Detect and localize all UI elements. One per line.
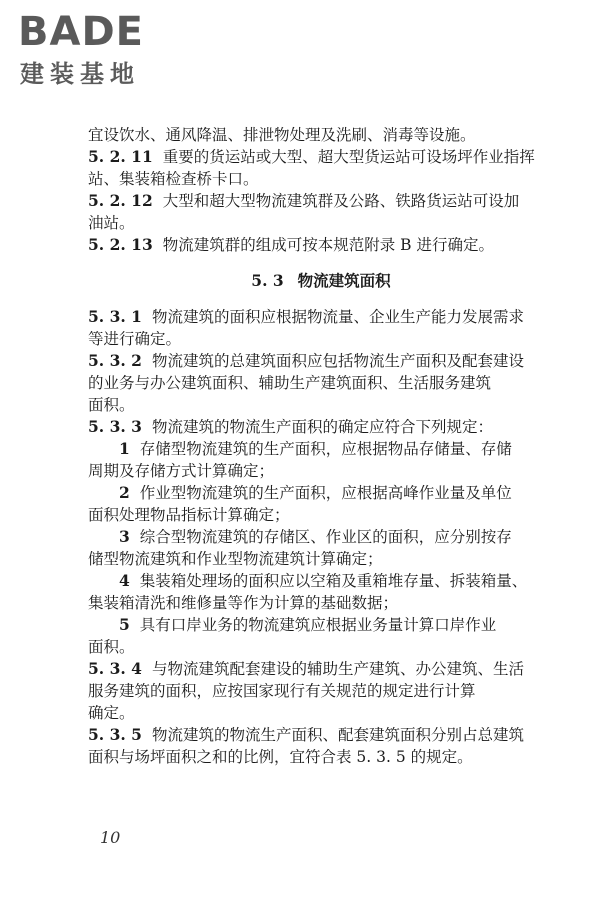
clause-number: 5. 3. 2 bbox=[88, 351, 142, 370]
list-item-line: 3 综合型物流建筑的存储区、作业区的面积，应分别按存 bbox=[119, 527, 512, 546]
clause-line: 5. 2. 13 物流建筑群的组成可按本规范附录 B 进行确定。 bbox=[88, 235, 494, 254]
bottom-lines bbox=[88, 306, 554, 768]
logo-latin-text: BADE bbox=[18, 9, 144, 55]
text-line: 面积。 bbox=[88, 638, 135, 656]
text-line: 宜设饮水、通风降温、排泄物处理及洗刷、消毒等设施。 bbox=[88, 126, 476, 144]
list-item-number: 1 bbox=[119, 439, 130, 458]
text-line: 确定。 bbox=[88, 704, 135, 722]
text-line: 储型物流建筑和作业型物流建筑计算确定； bbox=[88, 550, 383, 568]
clause-number: 5. 3. 5 bbox=[88, 725, 142, 744]
clause-line: 5. 3. 4 与物流建筑配套建设的辅助生产建筑、办公建筑、生活 bbox=[88, 659, 524, 678]
clause-line: 5. 3. 1 物流建筑的面积应根据物流量、企业生产能力发展需求 bbox=[88, 307, 524, 326]
text-line: 面积。 bbox=[88, 396, 135, 414]
list-item-number: 5 bbox=[119, 615, 130, 634]
clause-number: 5. 3. 1 bbox=[88, 307, 142, 326]
clause-number: 5. 3. 4 bbox=[88, 659, 142, 678]
page-number: 10 bbox=[100, 828, 121, 847]
clause-number: 5. 2. 12 bbox=[88, 191, 153, 210]
text-line: 面积处理物品指标计算确定； bbox=[88, 506, 290, 524]
text-line: 面积与场坪面积之和的比例，宜符合表 5. 3. 5 的规定。 bbox=[88, 748, 473, 766]
list-item-line: 1 存储型物流建筑的生产面积，应根据物品存储量、存储 bbox=[119, 439, 512, 458]
text-line: 服务建筑的面积，应按国家现行有关规范的规定进行计算 bbox=[88, 682, 476, 700]
list-item-line: 2 作业型物流建筑的生产面积，应根据高峰作业量及单位 bbox=[119, 483, 512, 502]
clause-number: 5. 2. 11 bbox=[88, 147, 153, 166]
list-item-line: 5 具有口岸业务的物流建筑应根据业务量计算口岸作业 bbox=[119, 615, 497, 634]
section-number: 5. 3 bbox=[251, 271, 284, 290]
clause-line: 5. 2. 11 重要的货运站或大型、超大型货运站可设场坪作业指挥 bbox=[88, 147, 535, 166]
clause-line: 5. 2. 12 大型和超大型物流建筑群及公路、铁路货运站可设加 bbox=[88, 191, 520, 210]
text-line: 的业务与办公建筑面积、辅助生产建筑面积、生活服务建筑 bbox=[88, 374, 492, 392]
text-line: 周期及存储方式计算确定； bbox=[88, 462, 275, 480]
list-item-number: 3 bbox=[119, 527, 130, 546]
clause-number: 5. 2. 13 bbox=[88, 235, 153, 254]
clause-number: 5. 3. 3 bbox=[88, 417, 142, 436]
list-item-number: 2 bbox=[119, 483, 130, 502]
section-title: 物流建筑面积 bbox=[297, 271, 391, 290]
top-lines bbox=[88, 124, 554, 256]
logo-chinese-text: 建装基地 bbox=[20, 60, 140, 88]
bade-logo bbox=[18, 10, 188, 90]
text-line: 集装箱清洗和维修量等作为计算的基础数据； bbox=[88, 594, 399, 612]
section-heading bbox=[88, 270, 554, 292]
text-line: 等进行确定。 bbox=[88, 330, 182, 348]
clause-line: 5. 3. 3 物流建筑的物流生产面积的确定应符合下列规定： bbox=[88, 417, 493, 436]
list-item-number: 4 bbox=[119, 571, 130, 590]
clause-line: 5. 3. 5 物流建筑的物流生产面积、配套建筑面积分别占总建筑 bbox=[88, 725, 524, 744]
text-line: 油站。 bbox=[88, 214, 135, 232]
clause-line: 5. 3. 2 物流建筑的总建筑面积应包括物流生产面积及配套建设 bbox=[88, 351, 524, 370]
list-item-line: 4 集装箱处理场的面积应以空箱及重箱堆存量、拆装箱量、 bbox=[119, 571, 528, 590]
document-body bbox=[88, 124, 554, 768]
text-line: 站、集装箱检查桥卡口。 bbox=[88, 170, 259, 188]
